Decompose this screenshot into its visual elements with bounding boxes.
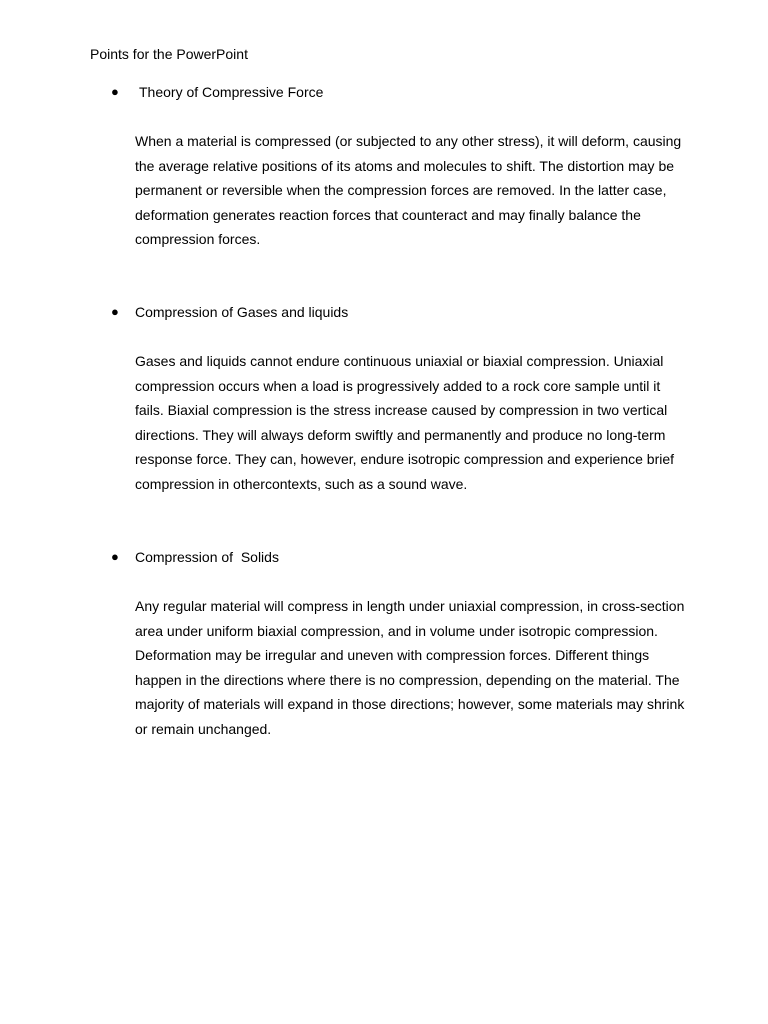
paragraph-line: happen in the directions where there is no compression, depending on the material. The xyxy=(135,671,680,688)
paragraph-line: compression forces. xyxy=(135,231,261,248)
paragraph-line: Any regular material will compress in length under uniaxial compression, in cross-section xyxy=(135,598,685,614)
bullet-icon: ● xyxy=(111,549,119,564)
paragraph-line: the average relative positions of its atoms and molecules to shift. The distortion may be xyxy=(135,157,675,174)
paragraph-line: directions. They will always deform swiftly and permanently and produce no long-term xyxy=(135,426,666,443)
bullet-icon: ● xyxy=(111,84,119,99)
paragraph-line: area under uniform biaxial compression, and in volume under isotropic compression. xyxy=(135,622,658,639)
paragraph-line: compression occurs when a load is progressively added to a rock core sample until it xyxy=(135,377,661,394)
paragraph-line: Deformation may be irregular and uneven with compression forces. Different things xyxy=(135,647,650,664)
paragraph-line: compression in othercontexts, such as a sound wave. xyxy=(135,475,468,492)
document-title: Points for the PowerPoint xyxy=(90,46,248,62)
paragraph-line: When a material is compressed (or subjected to any other stress), it will deform, causing xyxy=(135,133,682,149)
section-paragraph xyxy=(135,594,683,742)
paragraph-line: majority of materials will expand in those directions; however, some materials may shrink xyxy=(135,696,685,713)
paragraph-line: Gases and liquids cannot endure continuous uniaxial or biaxial compression. Uniaxial xyxy=(135,353,664,369)
paragraph-line: permanent or reversible when the compression forces are removed. In the latter case, xyxy=(135,182,667,199)
paragraph-line: response force. They can, however, endure isotropic compression and experience brief xyxy=(135,451,675,468)
section-paragraph xyxy=(135,349,683,497)
section-heading: Compression of Solids xyxy=(135,549,279,565)
section-heading: Theory of Compressive Force xyxy=(139,84,324,100)
section-heading: Compression of Gases and liquids xyxy=(135,304,349,320)
paragraph-line: fails. Biaxial compression is the stress increase caused by compression in two vertical xyxy=(135,402,668,419)
paragraph-line: deformation generates reaction forces that counteract and may finally balance the xyxy=(135,206,641,223)
paragraph-line: or remain unchanged. xyxy=(135,720,272,737)
section-paragraph xyxy=(135,129,683,252)
bullet-icon: ● xyxy=(111,304,119,319)
